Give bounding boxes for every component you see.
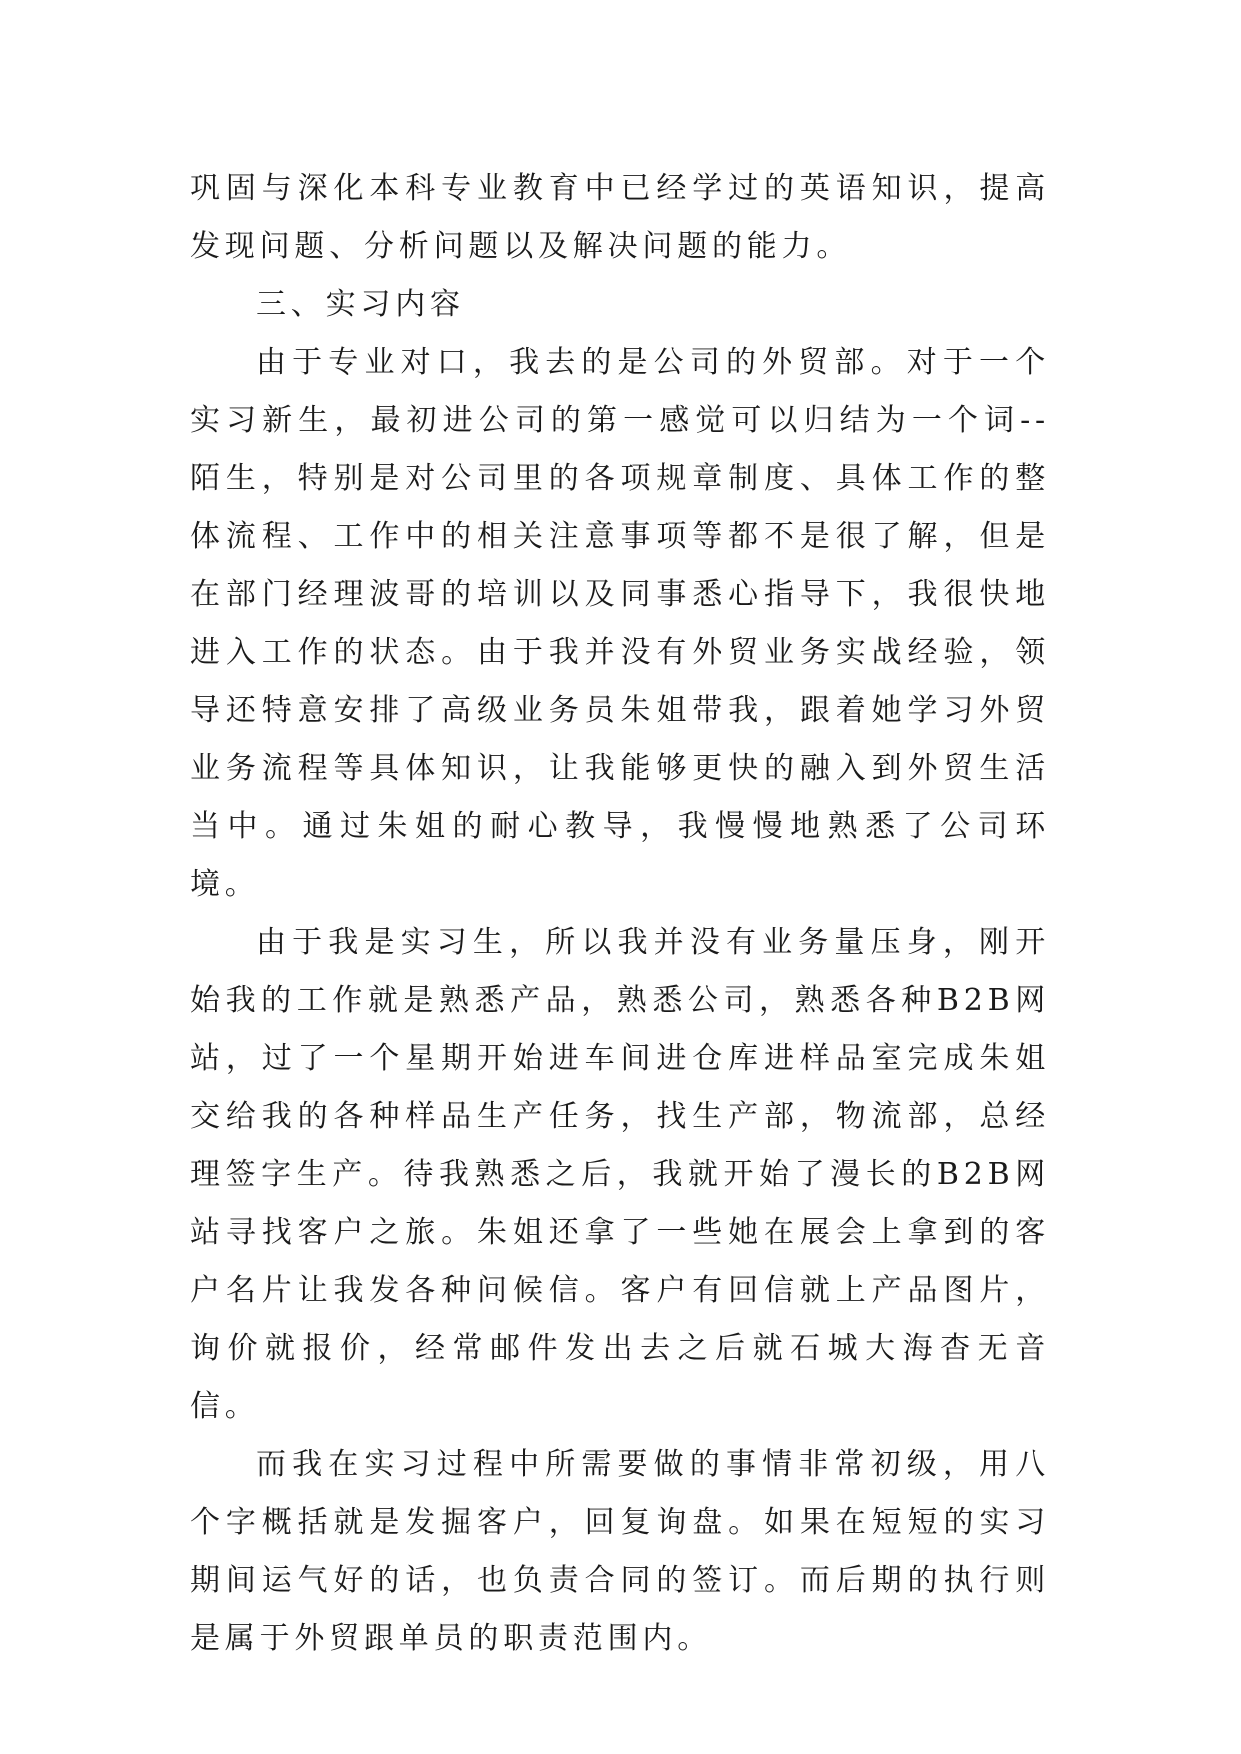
paragraph-intro-continuation: 巩固与深化本科专业教育中已经学过的英语知识，提高发现问题、分析问题以及解决问题的能力。 — [190, 171, 1050, 264]
paragraph-daily-work: 由于我是实习生，所以我并没有业务量压身，刚开始我的工作就是熟悉产品，熟悉公司，熟悉各种B2B网站，过了一个星期开始进车间进仓库进样品室完成朱姐交给我的各种样品生产任务，找生产部，物流部，总经理签字生产。待我熟悉之后，我就开始了漫长的B2B网站寻找客户之旅。朱姐还拿了一些她在展会上拿到的客户名片让我发各种问候信。客户有回信就上产品图片，询价就报价，经常邮件发出去之后就石城大海杳无音信。 — [190, 925, 1050, 1424]
paragraph-internship-department: 由于专业对口，我去的是公司的外贸部。对于一个实习新生，最初进公司的第一感觉可以归结为一个词--陌生，特别是对公司里的各项规章制度、具体工作的整体流程、工作中的相关注意事项等都不是很了解，但是在部门经理波哥的培训以及同事悉心指导下，我很快地进入工作的状态。由于我并没有外贸业务实战经验，领导还特意安排了高级业务员朱姐带我，跟着她学习外贸业务流程等具体知识，让我能够更快的融入到外贸生活当中。通过朱姐的耐心教导，我慢慢地熟悉了公司环境。 — [190, 345, 1050, 902]
document-body — [190, 160, 1050, 1668]
section-heading: 三、实习内容 — [256, 287, 465, 322]
paragraph-job-scope: 而我在实习过程中所需要做的事情非常初级，用八个字概括就是发掘客户，回复询盘。如果在短短的实习期间运气好的话，也负责合同的签订。而后期的执行则是属于外贸跟单员的职责范围内。 — [190, 1447, 1050, 1656]
